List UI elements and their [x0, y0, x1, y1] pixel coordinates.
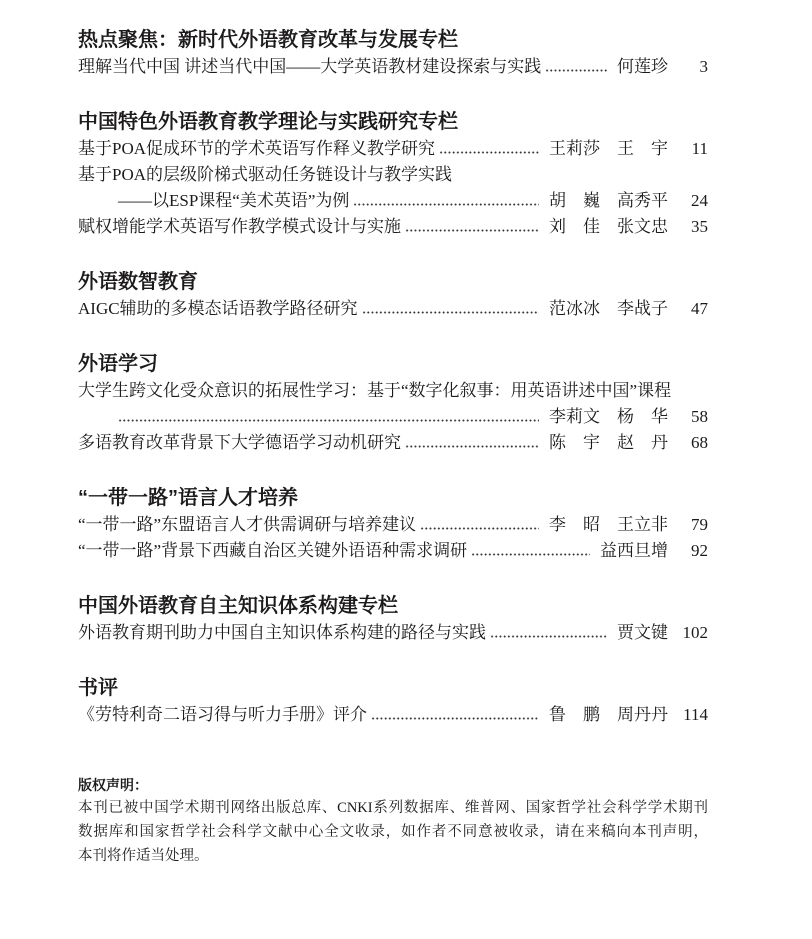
toc-entry — [78, 136, 708, 162]
entry-line — [78, 620, 708, 646]
entry-authors: 益西旦增 — [600, 541, 668, 561]
toc-entry — [78, 296, 708, 322]
entry-title: “一带一路”东盟语言人才供需调研与培养建议 — [78, 515, 417, 534]
entry-page-number: 35 — [691, 217, 708, 236]
entry-authors: 李莉文 杨 华 — [549, 407, 668, 427]
entry-authors: 刘 佳 张文忠 — [549, 217, 668, 237]
entry-line-continued — [78, 404, 708, 430]
entry-page-number: 102 — [682, 623, 708, 642]
entry-page-number: 24 — [691, 191, 708, 210]
entry-page-number: 114 — [683, 705, 708, 724]
toc-entry — [78, 512, 708, 538]
entry-authors: 李 昭 王立非 — [549, 515, 668, 535]
dot-leader — [471, 553, 590, 556]
entry-line — [78, 702, 708, 728]
section-heading: 外语数智教育 — [78, 271, 198, 293]
entry-title: “一带一路”背景下西藏自治区关键外语语种需求调研 — [78, 541, 468, 560]
section-belt-and-road — [78, 484, 708, 564]
dot-leader — [362, 311, 539, 314]
toc-entry — [78, 620, 708, 646]
section-heading: “一带一路”语言人才培养 — [78, 487, 298, 509]
entry-authors: 王莉莎 王 宇 — [549, 139, 668, 159]
entry-title: 多语教育改革背景下大学德语学习动机研究 — [78, 433, 401, 452]
section-autonomous-knowledge-system — [78, 592, 708, 646]
dot-leader — [405, 229, 539, 232]
entry-line — [78, 538, 708, 564]
section-book-review — [78, 674, 708, 728]
entry-page-number: 92 — [691, 541, 708, 560]
entry-authors: 陈 宇 赵 丹 — [549, 433, 668, 453]
entry-subtitle: ——以ESP课程“美术英语”为例 — [118, 191, 350, 210]
entry-page-number: 68 — [691, 433, 708, 452]
entry-title: AIGC辅助的多模态话语教学路径研究 — [78, 299, 358, 318]
toc-entry — [78, 214, 708, 240]
section-foreign-language-learning — [78, 350, 708, 456]
entry-title: 理解当代中国 讲述当代中国——大学英语教材建设探索与实践 — [78, 57, 542, 76]
entry-title: 《劳特利奇二语习得与听力手册》评介 — [78, 705, 367, 724]
entry-line — [78, 214, 708, 240]
copyright-line: 数据库和国家哲学社会科学文献中心全文收录，如作者不同意被收录，请在来稿向本刊声明， — [78, 824, 708, 840]
entry-authors: 贾文键 — [617, 623, 668, 643]
section-heading: 中国特色外语教育教学理论与实践研究专栏 — [78, 111, 458, 133]
entry-title: 大学生跨文化受众意识的拓展性学习：基于“数字化叙事：用英语讲述中国”课程 — [78, 381, 672, 400]
entry-authors: 范冰冰 李战子 — [549, 299, 668, 319]
section-heading: 书评 — [78, 677, 118, 699]
copyright-heading: 版权声明： — [78, 777, 148, 793]
toc-entry — [78, 702, 708, 728]
toc-entry — [78, 538, 708, 564]
dot-leader — [490, 635, 607, 638]
dot-leader — [405, 445, 539, 448]
entry-page-number: 79 — [691, 515, 708, 534]
copyright-line: 本刊将作适当处理。 — [78, 848, 209, 864]
toc-entry — [78, 378, 708, 430]
toc-entry — [78, 54, 708, 80]
entry-line — [78, 162, 708, 188]
entry-line — [78, 54, 708, 80]
entry-line — [78, 136, 708, 162]
dot-leader — [371, 717, 539, 720]
entry-page-number: 3 — [699, 57, 708, 76]
section-heading: 中国外语教育自主知识体系构建专栏 — [78, 595, 398, 617]
entry-authors: 何莲珍 — [617, 57, 668, 77]
entry-line — [78, 430, 708, 456]
entry-line — [78, 512, 708, 538]
entry-page-number: 47 — [691, 299, 708, 318]
dot-leader — [545, 69, 607, 72]
dot-leader — [439, 151, 539, 154]
entry-page-number: 58 — [691, 407, 708, 426]
entry-title: 外语教育期刊助力中国自主知识体系构建的路径与实践 — [78, 623, 486, 642]
section-digital-intelligence-education — [78, 268, 708, 322]
table-of-contents — [78, 26, 708, 868]
dot-leader — [353, 203, 539, 206]
toc-entry — [78, 162, 708, 214]
entry-authors: 鲁 鹏 周丹丹 — [549, 705, 668, 725]
entry-page-number: 11 — [691, 139, 708, 158]
entry-line-continued — [78, 188, 708, 214]
section-hotspot-column — [78, 26, 708, 80]
entry-title: 赋权增能学术英语写作教学模式设计与实施 — [78, 217, 401, 236]
entry-authors: 胡 巍 高秀平 — [549, 191, 668, 211]
section-heading: 外语学习 — [78, 353, 158, 375]
entry-line — [78, 296, 708, 322]
toc-entry — [78, 430, 708, 456]
section-chinese-characteristics-column — [78, 108, 708, 240]
dot-leader — [118, 419, 539, 422]
copyright-notice — [78, 774, 708, 868]
section-heading: 热点聚焦：新时代外语教育改革与发展专栏 — [78, 29, 458, 51]
copyright-line: 本刊已被中国学术期刊网络出版总库、CNKI系列数据库、维普网、国家哲学社会科学学术期刊 — [78, 800, 708, 816]
entry-title: 基于POA的层级阶梯式驱动任务链设计与教学实践 — [78, 165, 453, 184]
entry-line — [78, 378, 708, 404]
dot-leader — [420, 527, 539, 530]
entry-title: 基于POA促成环节的学术英语写作释义教学研究 — [78, 139, 436, 158]
